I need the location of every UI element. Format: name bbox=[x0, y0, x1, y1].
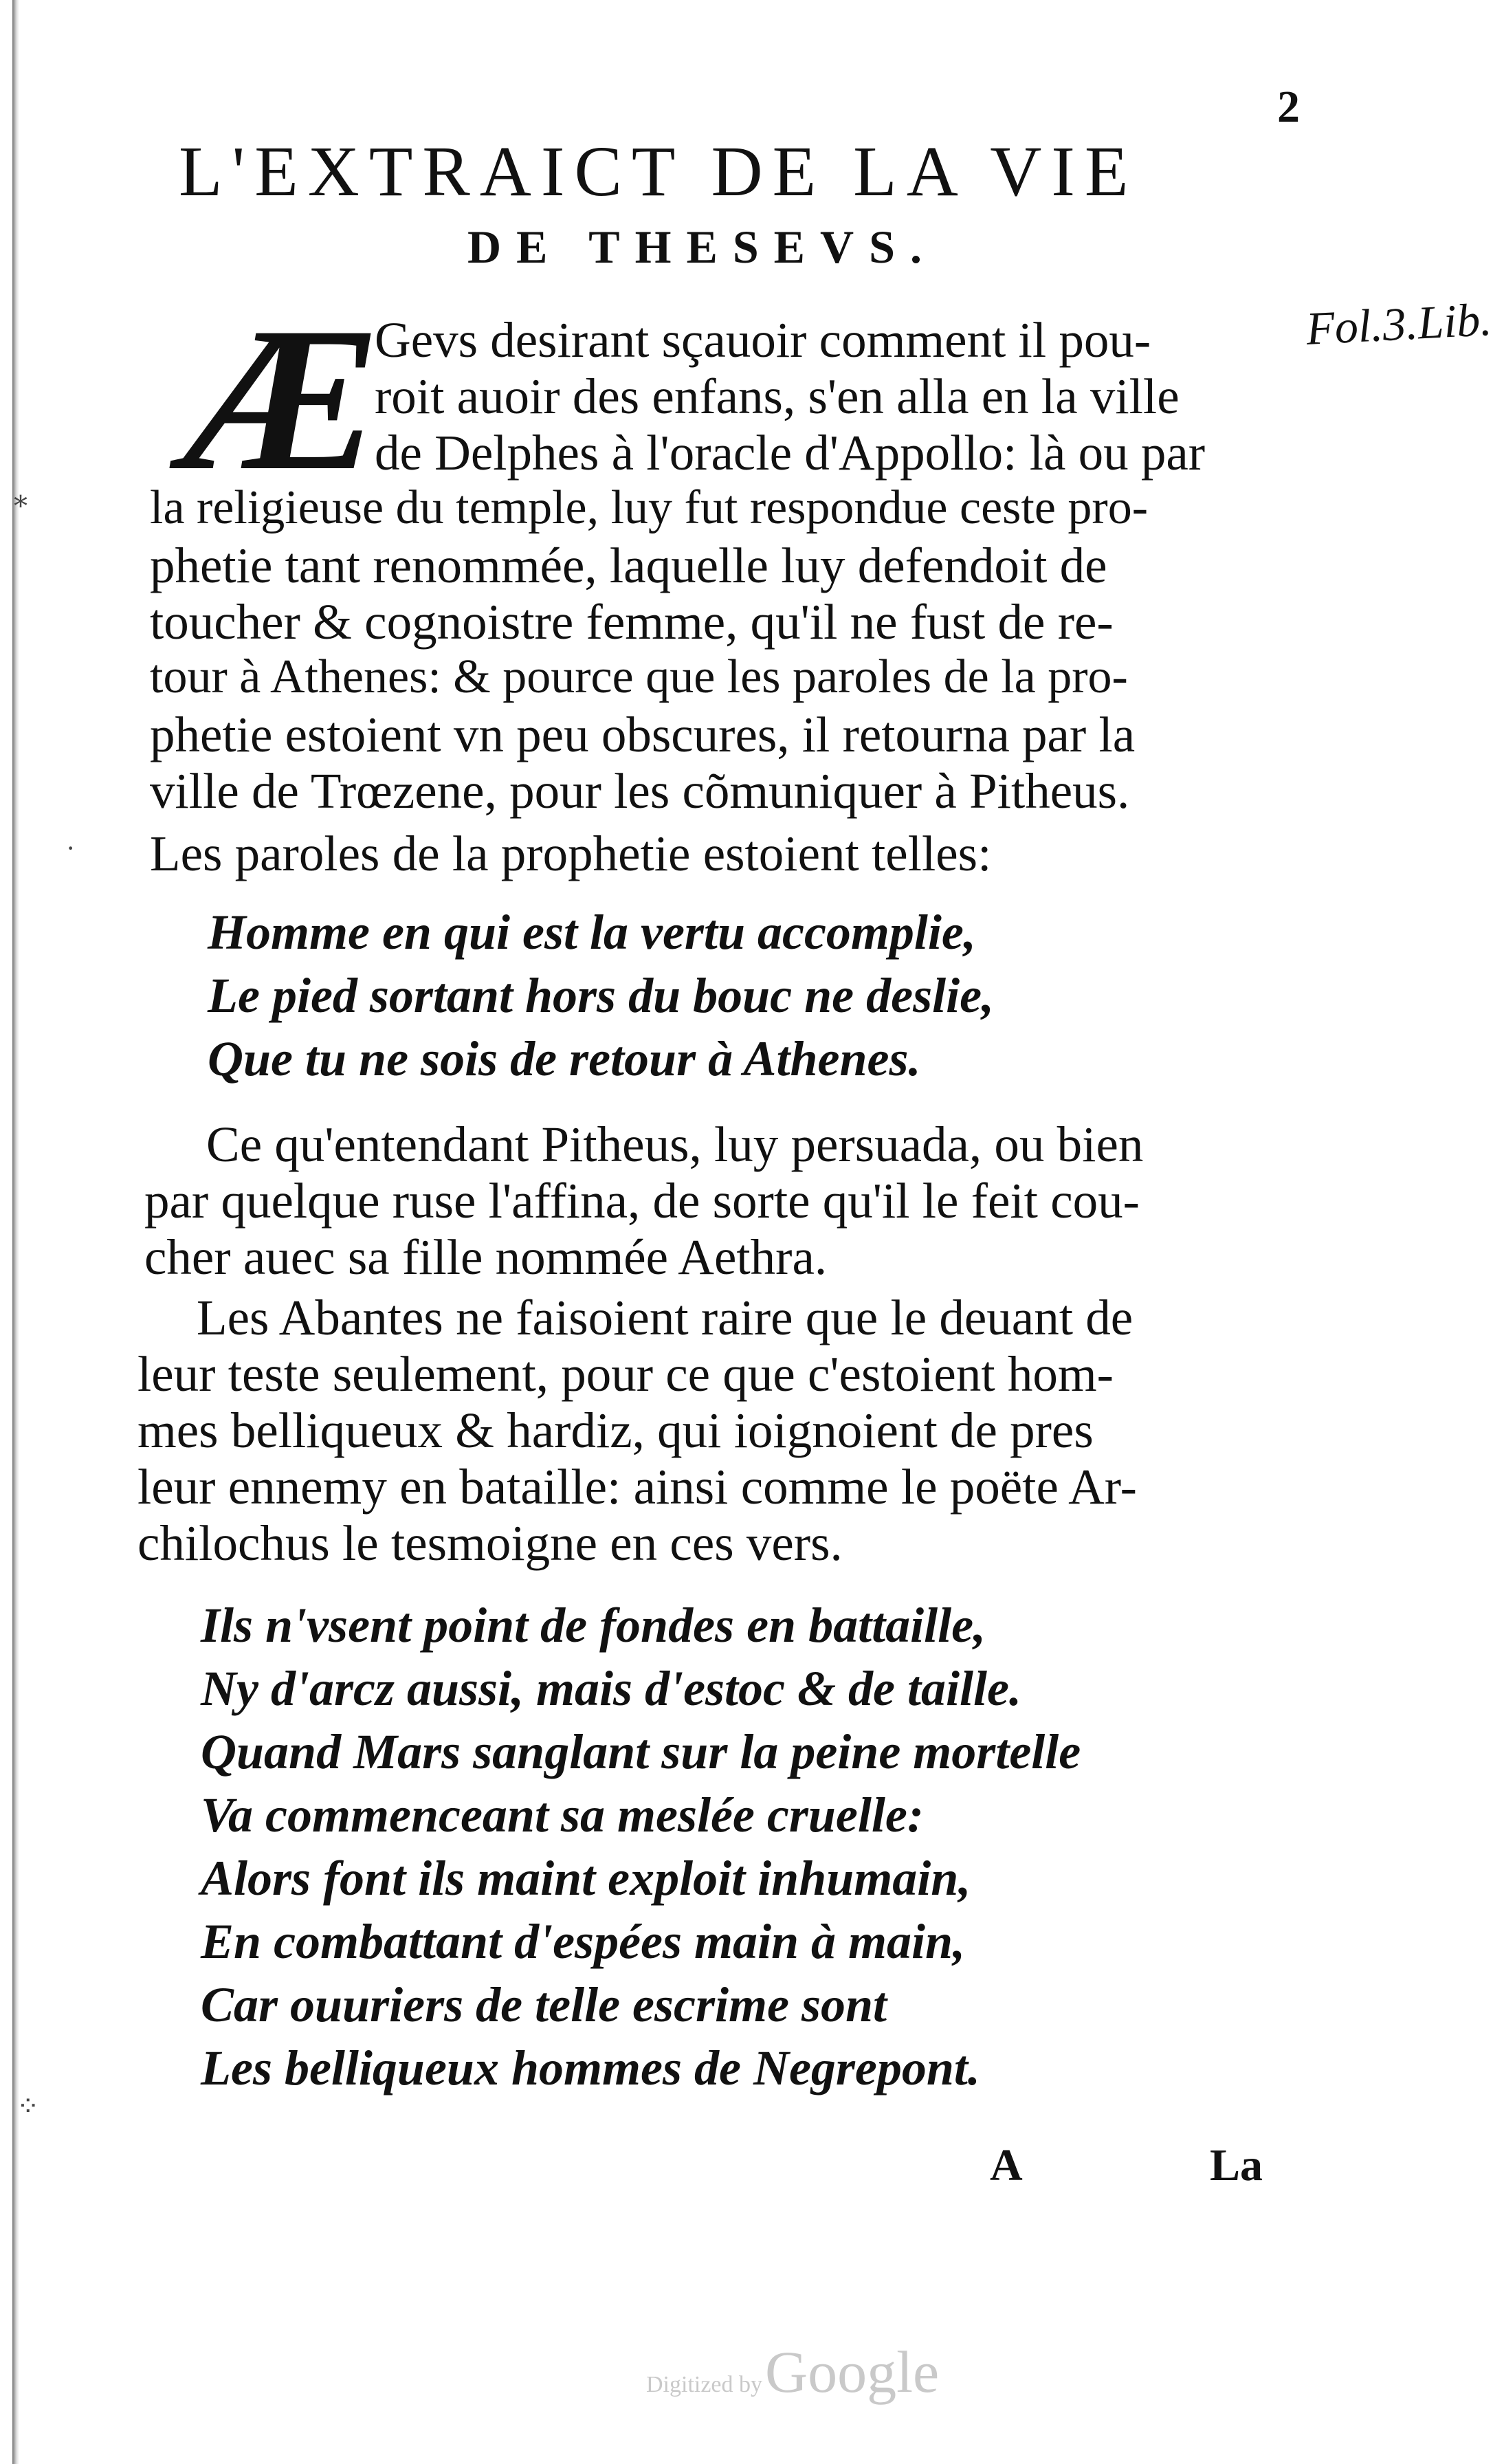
catchword: La bbox=[1210, 2140, 1263, 2190]
verse-line: Ils n'vsent point de fondes en battaille, bbox=[201, 1598, 986, 1653]
signature-mark: A bbox=[990, 2140, 1023, 2190]
drop-cap: Æ bbox=[186, 285, 381, 513]
text-line: phetie tant renommée, laquelle luy defendoit de bbox=[150, 538, 1107, 593]
text-line: roit auoir des enfans, s'en alla en la ville bbox=[375, 368, 1180, 424]
watermark-prefix: Digitized by bbox=[646, 2372, 763, 2397]
page-number: 2 bbox=[1277, 82, 1300, 132]
verse-line: Que tu ne sois de retour à Athenes. bbox=[208, 1031, 921, 1086]
text-line: Ce qu'entendant Pitheus, luy persuada, ou bien bbox=[206, 1116, 1144, 1172]
marginal-note: Fol.3.Lib. bbox=[1305, 292, 1493, 355]
text-line: la religieuse du temple, luy fut respondue ceste pro- bbox=[150, 481, 1149, 534]
watermark-logo: Google bbox=[765, 2339, 940, 2405]
verse-line: Ny d'arcz aussi, mais d'estoc & de taille. bbox=[201, 1661, 1021, 1716]
verse-line: Car ouuriers de telle escrime sont bbox=[201, 1977, 887, 2032]
verse-line: Va commenceant sa meslée cruelle: bbox=[201, 1788, 924, 1842]
text-line: par quelque ruse l'affina, de sorte qu'il le feit cou- bbox=[144, 1173, 1140, 1229]
text-line: Les Abantes ne faisoient raire que le deuant de bbox=[197, 1290, 1133, 1345]
scan-speck: ⁎ bbox=[14, 482, 27, 513]
verse-line: Homme en qui est la vertu accomplie, bbox=[208, 905, 976, 960]
text-line: chilochus le tesmoigne en ces vers. bbox=[137, 1515, 843, 1571]
verse-line: Les belliqueux hommes de Negrepont. bbox=[201, 2040, 980, 2096]
text-line: mes belliqueux & hardiz, qui ioignoient de pres bbox=[137, 1402, 1094, 1458]
text-line: ville de Trœzene, pour les cõmuniquer à Pitheus. bbox=[150, 763, 1130, 819]
text-line: cher auec sa fille nommée Aethra. bbox=[144, 1229, 828, 1285]
page-subtitle: DE THESEVS. bbox=[467, 221, 937, 273]
verse-line: Alors font ils maint exploit inhumain, bbox=[201, 1851, 971, 1906]
text-line: phetie estoient vn peu obscures, il retourna par la bbox=[150, 707, 1136, 762]
verse-line: Le pied sortant hors du bouc ne deslie, bbox=[208, 968, 995, 1023]
scan-speck: ⁘ bbox=[16, 2091, 40, 2122]
page-title: L'EXTRAICT DE LA VIE bbox=[179, 132, 1138, 211]
verse-line: En combattant d'espées main à main, bbox=[201, 1914, 966, 1969]
text-line: tour à Athenes: & pource que les paroles de la pro- bbox=[150, 650, 1128, 703]
text-line: toucher & cognoistre femme, qu'il ne fust de re- bbox=[150, 594, 1114, 650]
verse-line: Quand Mars sanglant sur la peine mortelle bbox=[201, 1724, 1081, 1779]
text-line: Gevs desirant sçauoir comment il pou- bbox=[375, 312, 1151, 368]
text-line: de Delphes à l'oracle d'Appollo: là ou par bbox=[375, 425, 1206, 481]
text-line: leur ennemy en bataille: ainsi comme le poëte Ar- bbox=[137, 1459, 1137, 1515]
scan-speck: · bbox=[66, 833, 76, 864]
text-line: leur teste seulement, pour ce que c'estoient hom- bbox=[137, 1346, 1114, 1402]
watermark bbox=[646, 2338, 939, 2406]
text-line: Les paroles de la prophetie estoient telles: bbox=[150, 826, 992, 881]
